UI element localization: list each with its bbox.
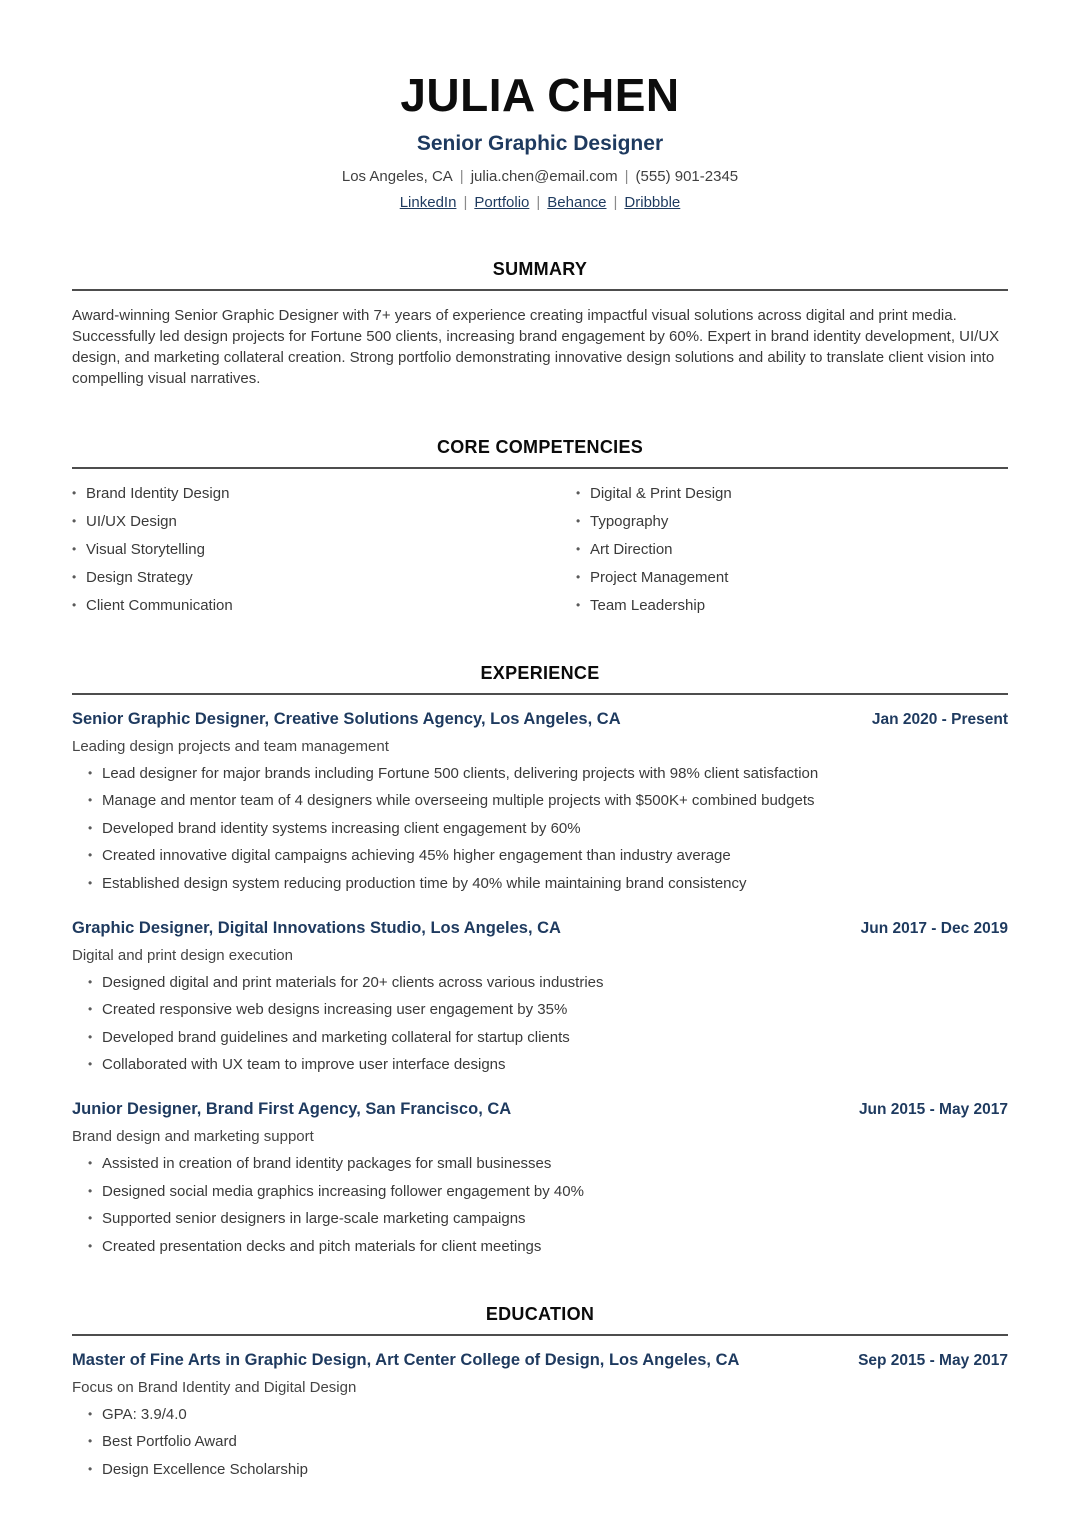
competencies-heading: CORE COMPETENCIES	[436, 436, 644, 457]
competency-item: • Visual Storytelling	[72, 540, 540, 559]
entry-title: Senior Graphic Designer, Creative Solutions Agency, Los Angeles, CA	[72, 709, 621, 728]
contact-location: Los Angeles, CA	[341, 167, 453, 185]
entry-dates: Sep 2015 - May 2017	[858, 1351, 1008, 1369]
section-divider	[72, 1334, 1008, 1336]
entry-header	[72, 710, 1008, 729]
competency-item: • Digital & Print Design	[576, 484, 1008, 503]
bullet-item: • Lead designer for major brands including Fortune 500 clients, delivering projects with 98% client satisfaction	[88, 764, 1008, 783]
education-section	[72, 1304, 1008, 1479]
bullet-item: • Developed brand identity systems increasing client engagement by 60%	[88, 819, 1008, 838]
bullet-item: • Manage and mentor team of 4 designers while overseeing multiple projects with $500K+ combined budgets	[88, 791, 1008, 810]
person-name: JULIA CHEN	[400, 69, 680, 121]
experience-heading: EXPERIENCE	[480, 662, 600, 683]
entry-dates: Jun 2017 - Dec 2019	[860, 919, 1008, 937]
resume-header	[72, 70, 1008, 211]
entry-subtitle: Leading design projects and team management	[72, 737, 389, 755]
competencies-left-column	[72, 484, 540, 615]
link-separator: |	[463, 193, 468, 211]
bullet-item: • Best Portfolio Award	[88, 1432, 1008, 1451]
entry-title: Junior Designer, Brand First Agency, San Francisco, CA	[72, 1100, 512, 1119]
person-title: Senior Graphic Designer	[416, 131, 664, 155]
contact-email: julia.chen@email.com	[470, 167, 618, 185]
entry-bullet-list	[72, 764, 1008, 893]
competency-item: • Client Communication	[72, 596, 540, 615]
entry-subtitle: Focus on Brand Identity and Digital Design	[72, 1378, 357, 1396]
competencies-section	[72, 437, 1008, 615]
contact-phone: (555) 901-2345	[635, 167, 739, 185]
entry-bullet-list	[72, 973, 1008, 1075]
linkedin-link[interactable]: LinkedIn	[399, 193, 457, 211]
competency-item: • Brand Identity Design	[72, 484, 540, 503]
link-separator: |	[536, 193, 541, 211]
entry-dates: Jan 2020 - Present	[871, 710, 1008, 728]
summary-heading: SUMMARY	[492, 258, 588, 279]
contact-separator: |	[624, 167, 629, 185]
experience-entry	[72, 1100, 1008, 1256]
entry-dates: Jun 2015 - May 2017	[858, 1101, 1008, 1119]
bullet-item: • GPA: 3.9/4.0	[88, 1405, 1008, 1424]
entry-header	[72, 919, 1008, 938]
bullet-item: • Collaborated with UX team to improve user interface designs	[88, 1055, 1008, 1074]
entry-subtitle: Brand design and marketing support	[72, 1128, 314, 1146]
competency-item: • Project Management	[576, 568, 1008, 587]
entry-title: Master of Fine Arts in Graphic Design, Art Center College of Design, Los Angeles, CA	[72, 1350, 740, 1369]
education-heading: EDUCATION	[485, 1303, 595, 1324]
competency-item: • UI/UX Design	[72, 512, 540, 531]
link-separator: |	[613, 193, 618, 211]
bullet-item: • Developed brand guidelines and marketing collateral for startup clients	[88, 1028, 1008, 1047]
contact-separator: |	[459, 167, 464, 185]
bullet-item: • Created innovative digital campaigns achieving 45% higher engagement than industry average	[88, 846, 1008, 865]
experience-section	[72, 663, 1008, 1256]
bullet-item: • Supported senior designers in large-scale marketing campaigns	[88, 1209, 1008, 1228]
summary-section	[72, 259, 1008, 389]
entry-title: Graphic Designer, Digital Innovations Studio, Los Angeles, CA	[72, 918, 561, 937]
entry-bullet-list	[72, 1405, 1008, 1479]
bullet-item: • Design Excellence Scholarship	[88, 1460, 1008, 1479]
competencies-grid	[72, 484, 1008, 615]
summary-text: Award-winning Senior Graphic Designer with 7+ years of experience creating impactful visual solutions across digital and print media. Successfully led design projects for Fortune 500 clients, increasing brand engagement by 60%. Expert in brand identity development, UI/UX design, and marketing collateral creation. Strong portfolio demonstrating innovative design solutions and ability to translate client vision into compelling visual narratives.	[72, 306, 1000, 387]
education-entry	[72, 1351, 1008, 1479]
portfolio-link[interactable]: Portfolio	[474, 193, 530, 211]
bullet-item: • Designed social media graphics increasing follower engagement by 40%	[88, 1182, 1008, 1201]
competency-item: • Design Strategy	[72, 568, 540, 587]
entry-bullet-list	[72, 1154, 1008, 1256]
section-divider	[72, 289, 1008, 291]
section-divider	[72, 467, 1008, 469]
section-divider	[72, 693, 1008, 695]
bullet-item: • Created responsive web designs increasing user engagement by 35%	[88, 1000, 1008, 1019]
bullet-item: • Designed digital and print materials for 20+ clients across various industries	[88, 973, 1008, 992]
dribbble-link[interactable]: Dribbble	[624, 193, 681, 211]
competency-item: • Art Direction	[576, 540, 1008, 559]
competencies-right-column	[540, 484, 1008, 615]
entry-header	[72, 1100, 1008, 1119]
competency-item: • Team Leadership	[576, 596, 1008, 615]
bullet-item: • Established design system reducing production time by 40% while maintaining brand consistency	[88, 874, 1008, 893]
experience-entry	[72, 710, 1008, 893]
social-links	[72, 194, 1008, 211]
bullet-item: • Created presentation decks and pitch materials for client meetings	[88, 1237, 1008, 1256]
experience-entry	[72, 919, 1008, 1075]
bullet-item: • Assisted in creation of brand identity packages for small businesses	[88, 1154, 1008, 1173]
competency-item: • Typography	[576, 512, 1008, 531]
behance-link[interactable]: Behance	[547, 193, 607, 211]
contact-line	[72, 168, 1008, 185]
entry-header	[72, 1351, 1008, 1370]
entry-subtitle: Digital and print design execution	[72, 946, 293, 964]
